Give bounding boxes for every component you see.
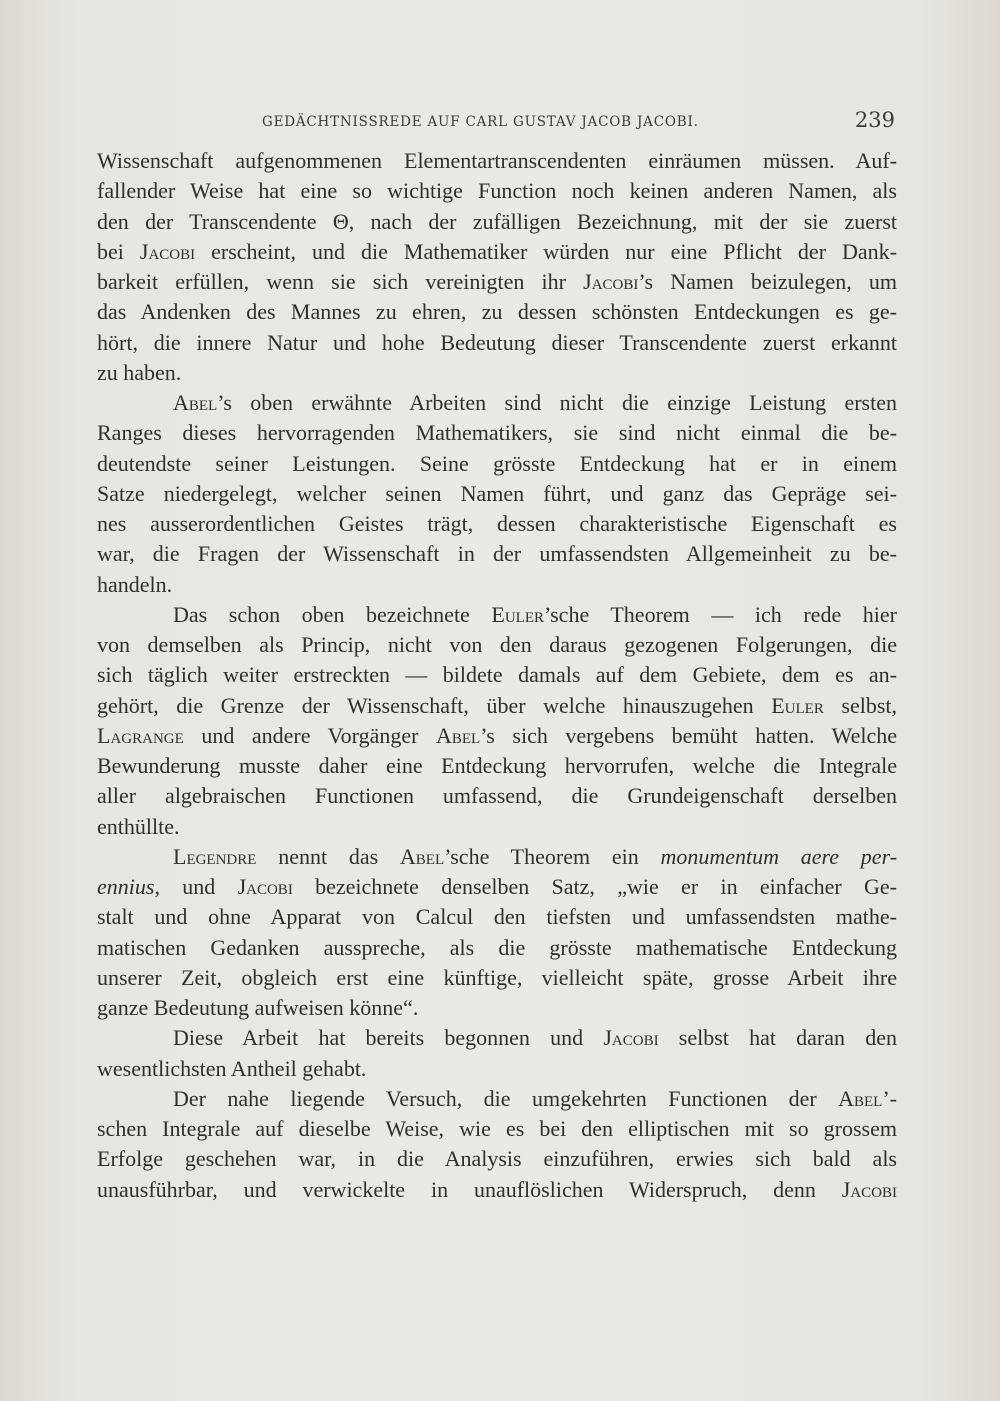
- text-line: [97, 176, 897, 206]
- text-line: [97, 993, 897, 1023]
- text-run: Bewunderung musste daher eine Entdeckung hervorrufen, welche die Integrale: [97, 753, 897, 778]
- text-run: sich täglich weiter erstreckten — bildete damals auf dem Gebiete, dem es an-: [97, 662, 897, 688]
- text-run: ’s oben erwähnte Arbeiten sind nicht die einzige Leistung ersten: [217, 390, 897, 415]
- text-run: ganze Bedeutung aufweisen könne“.: [97, 995, 419, 1020]
- text-line: [97, 630, 897, 660]
- text-line: [97, 1084, 897, 1114]
- text-run: und andere Vorgänger: [183, 722, 436, 748]
- text-line: [97, 721, 897, 751]
- text-run: Diese Arbeit hat bereits begonnen und: [173, 1025, 604, 1051]
- small-caps-name: Euler: [491, 601, 544, 627]
- text-line: [97, 1114, 897, 1144]
- text-run: selbst,: [823, 692, 897, 718]
- italic-text: ennius: [97, 874, 155, 899]
- text-line: [97, 600, 897, 630]
- text-line: [97, 418, 897, 448]
- text-line: [97, 539, 897, 569]
- text-run: den der Transcendente Θ, nach der zufälligen Bezeichnung, mit der sie zuerst: [97, 208, 897, 234]
- text-run: Erfolge geschehen war, in die Analysis einzuführen, erwies sich bald als: [97, 1146, 897, 1172]
- text-line: [97, 1023, 897, 1053]
- text-run: ’s Namen beizulegen, um: [638, 269, 897, 294]
- small-caps-name: Legendre: [173, 843, 257, 869]
- text-run: Der nahe liegende Versuch, die umgekehrten Functionen der: [173, 1085, 839, 1111]
- text-line: [97, 1144, 897, 1174]
- text-run: ’sche Theorem — ich rede hier: [544, 601, 897, 627]
- text-run: hört, die innere Natur und hohe Bedeutung dieser Transcendente zuerst erkannt: [97, 329, 897, 355]
- text-line: [97, 388, 897, 418]
- small-caps-name: Jacobi: [583, 269, 639, 294]
- text-line: [97, 267, 897, 297]
- text-line: [97, 297, 897, 327]
- text-run: deutendste seiner Leistungen. Seine grösste Entdeckung hat er in einem: [97, 450, 897, 476]
- small-caps-name: Abel: [399, 843, 445, 869]
- page-header: [262, 108, 895, 138]
- text-line: [97, 781, 897, 811]
- small-caps-name: Abel: [173, 390, 218, 415]
- text-line: [97, 902, 897, 932]
- text-run: Wissenschaft aufgenommenen Elementartranscendenten einräumen müssen. Auf-: [97, 148, 897, 173]
- text-run: ’s sich vergebens bemüht hatten. Welche: [480, 722, 897, 748]
- text-line: [97, 872, 897, 902]
- text-run: Satze niedergelegt, welcher seinen Namen führt, und ganz das Gepräge sei-: [97, 480, 897, 506]
- text-line: [97, 812, 897, 842]
- text-run: nennt das: [256, 843, 400, 869]
- text-line: [97, 751, 897, 781]
- text-run: war, die Fragen der Wissenschaft in der umfassendsten Allgemeinheit zu be-: [97, 541, 897, 567]
- text-run: selbst hat daran den: [658, 1025, 897, 1051]
- text-line: [97, 1175, 897, 1205]
- text-run: aller algebraischen Functionen umfassend, die Grundeigenschaft derselben: [97, 783, 897, 809]
- text-line: [97, 237, 897, 267]
- text-run: handeln.: [97, 571, 173, 597]
- small-caps-name: Jacobi: [841, 1176, 897, 1202]
- small-caps-name: Abel: [435, 722, 481, 748]
- text-run: unserer Zeit, obgleich erst eine künftige, vielleicht späte, grosse Arbeit ihre: [97, 964, 897, 990]
- text-run: das Andenken des Mannes zu ehren, zu dessen schönsten Entdeckungen es ge-: [97, 299, 897, 325]
- text-run: von demselben als Princip, nicht von den daraus gezogenen Folgerungen, die: [97, 632, 897, 657]
- body-text: [97, 146, 897, 1205]
- text-line: [97, 691, 897, 721]
- page-number: 239: [854, 108, 895, 132]
- text-line: [97, 842, 897, 872]
- text-line: [97, 509, 897, 539]
- text-line: [97, 207, 897, 237]
- text-run: ’-: [882, 1085, 897, 1111]
- small-caps-name: Jacobi: [237, 874, 293, 899]
- small-caps-name: Jacobi: [603, 1025, 659, 1051]
- text-run: bei: [97, 238, 140, 264]
- text-line: [97, 1054, 897, 1084]
- text-line: [97, 660, 897, 690]
- text-run: ’sche Theorem ein: [444, 843, 661, 869]
- text-run: bezeichnete denselben Satz, „wie er in einfacher Ge-: [292, 874, 897, 899]
- italic-text: monumentum aere per-: [660, 843, 898, 869]
- text-run: gehört, die Grenze der Wissenschaft, über welche hinauszugehen: [97, 692, 772, 718]
- text-line: [97, 449, 897, 479]
- text-run: Das schon oben bezeichnete: [173, 601, 492, 627]
- text-run: zu haben.: [97, 359, 182, 385]
- text-run: matischen Gedanken ausspreche, als die grösste mathematische Entdeckung: [97, 934, 897, 960]
- small-caps-name: Abel: [838, 1085, 883, 1111]
- small-caps-name: Lagrange: [97, 722, 184, 748]
- text-run: schen Integrale auf dieselbe Weise, wie es bei den elliptischen mit so grossem: [97, 1116, 897, 1141]
- text-run: enthüllte.: [97, 813, 180, 839]
- small-caps-name: Euler: [771, 692, 824, 718]
- small-caps-name: Jacobi: [139, 238, 196, 264]
- text-line: [97, 479, 897, 509]
- text-line: [97, 933, 897, 963]
- text-run: unausführbar, und verwickelte in unauflöslichen Widerspruch, denn: [97, 1176, 842, 1202]
- text-line: [97, 963, 897, 993]
- text-run: , und: [154, 874, 238, 899]
- text-run: stalt und ohne Apparat von Calcul den tiefsten und umfassendsten mathe-: [97, 904, 897, 930]
- text-run: wesentlichsten Antheil gehabt.: [97, 1055, 367, 1081]
- text-run: barkeit erfüllen, wenn sie sich vereinigten ihr: [97, 269, 584, 294]
- text-line: [97, 328, 897, 358]
- text-line: [97, 358, 897, 388]
- running-head: GEDÄCHTNISSREDE AUF CARL GUSTAV JACOB JACOBI.: [262, 114, 699, 130]
- text-run: erscheint, und die Mathematiker würden nur eine Pflicht der Dank-: [195, 238, 897, 264]
- text-run: fallender Weise hat eine so wichtige Function noch keinen anderen Namen, als: [97, 178, 897, 204]
- text-run: Ranges dieses hervorragenden Mathematikers, sie sind nicht einmal die be-: [97, 420, 897, 446]
- text-line: [97, 570, 897, 600]
- text-line: [97, 146, 897, 176]
- text-run: nes ausserordentlichen Geistes trägt, dessen charakteristische Eigenschaft es: [97, 511, 897, 536]
